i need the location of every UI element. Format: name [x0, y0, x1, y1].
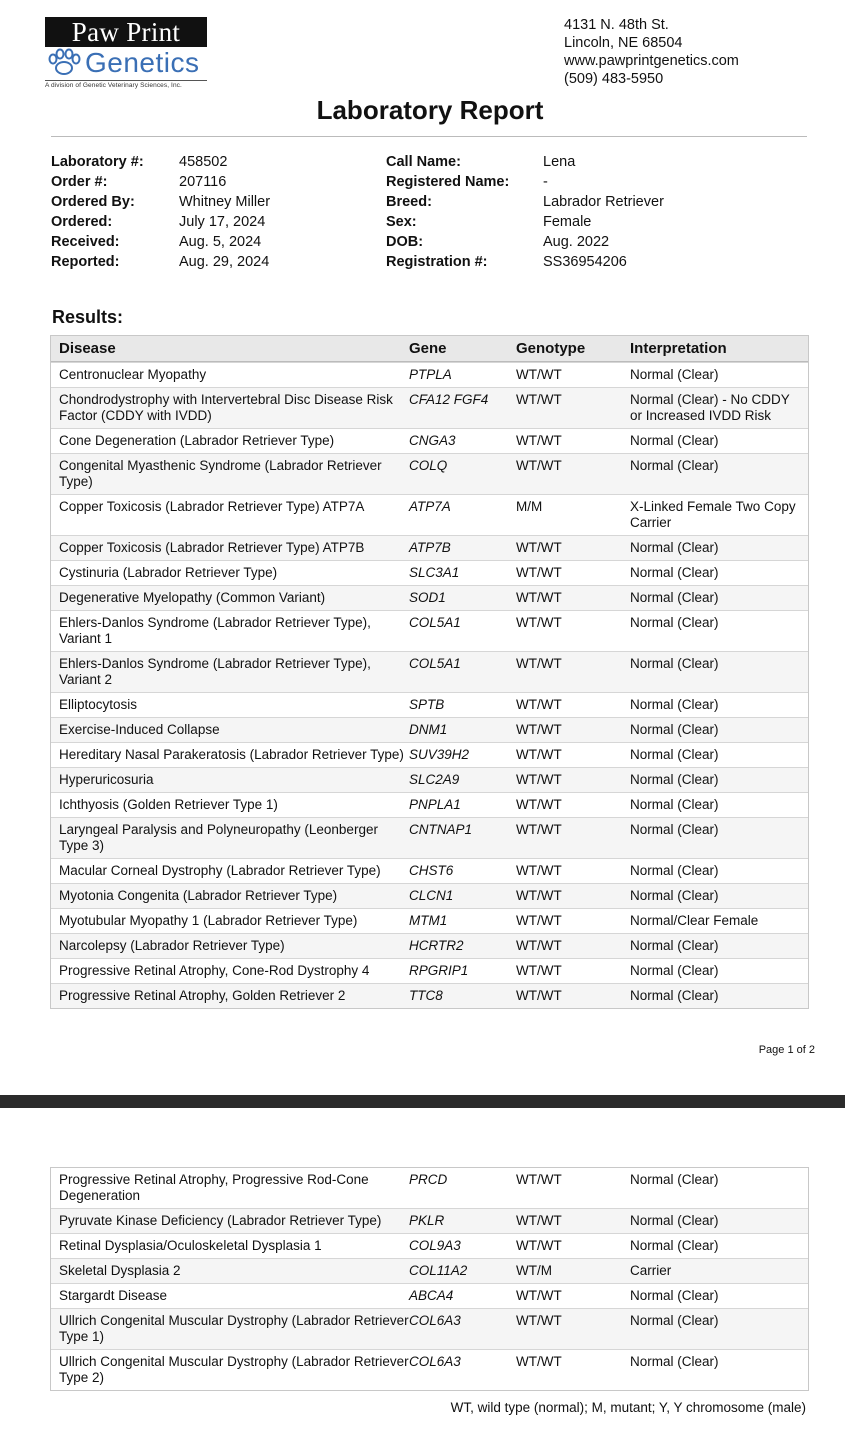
table-row: [51, 494, 808, 535]
gene-cell: COL5A1: [409, 615, 461, 630]
info-label: Ordered By:: [51, 194, 135, 210]
info-label: Sex:: [386, 214, 417, 230]
disease-cell: Hereditary Nasal Parakeratosis (Labrador Retriever Type): [59, 747, 404, 762]
gene-cell: CFA12 FGF4: [409, 392, 489, 407]
info-label: Ordered:: [51, 214, 113, 230]
address-phone: (509) 483-5950: [564, 71, 664, 87]
genotype-cell: WT/WT: [516, 988, 562, 1003]
info-row: [386, 212, 664, 232]
genotype-cell: WT/WT: [516, 433, 562, 448]
interpretation-cell: Normal (Clear): [630, 458, 719, 473]
gene-cell: COL9A3: [409, 1238, 461, 1253]
genotype-cell: WT/WT: [516, 963, 562, 978]
disease-cell: Myotubular Myopathy 1 (Labrador Retriever Type): [59, 913, 358, 928]
info-row: [51, 252, 270, 272]
interpretation-cell: Normal/Clear Female: [630, 913, 759, 928]
address-website: www.pawprintgenetics.com: [564, 53, 739, 69]
gene-cell: PTPLA: [409, 367, 452, 382]
table-row: [51, 1208, 808, 1233]
interpretation-cell: Normal (Clear): [630, 747, 719, 762]
interpretation-cell: Normal (Clear): [630, 1238, 719, 1253]
info-label: Registration #:: [386, 254, 488, 270]
info-label: Breed:: [386, 194, 432, 210]
address-city: Lincoln, NE 68504: [564, 35, 683, 51]
gene-cell: SOD1: [409, 590, 446, 605]
info-value: 207116: [179, 174, 227, 190]
disease-cell: Hyperuricosuria: [59, 772, 154, 787]
header-interpretation: Interpretation: [630, 340, 727, 357]
info-row: [51, 212, 270, 232]
info-row: [51, 192, 270, 212]
gene-cell: SLC3A1: [409, 565, 460, 580]
info-label: DOB:: [386, 234, 424, 250]
info-value: Lena: [543, 154, 576, 170]
disease-cell: Retinal Dysplasia/Oculoskeletal Dysplasia 1: [59, 1238, 322, 1253]
disease-cell: Elliptocytosis: [59, 697, 138, 712]
results-table-page-2: [50, 1167, 809, 1391]
genotype-cell: WT/WT: [516, 1354, 562, 1369]
results-heading: Results:: [52, 307, 124, 327]
genotype-cell: WT/WT: [516, 772, 562, 787]
disease-cell: Copper Toxicosis (Labrador Retriever Type) ATP7B: [59, 540, 365, 555]
table-row: [51, 1233, 808, 1258]
interpretation-cell: Normal (Clear): [630, 615, 719, 630]
genotype-cell: WT/WT: [516, 540, 562, 555]
info-value: -: [543, 174, 548, 190]
table-row: [51, 362, 808, 387]
table-row: [51, 958, 808, 983]
interpretation-cell: Normal (Clear): [630, 772, 719, 787]
table-row: [51, 560, 808, 585]
info-row: [386, 192, 664, 212]
interpretation-cell: Normal (Clear): [630, 1172, 719, 1187]
disease-cell: Laryngeal Paralysis and Polyneuropathy (Leonberger Type 3): [59, 822, 378, 853]
paw-print-icon: [45, 48, 83, 78]
disease-cell: Degenerative Myelopathy (Common Variant): [59, 590, 326, 605]
gene-cell: ATP7A: [409, 499, 451, 514]
gene-cell: TTC8: [409, 988, 443, 1003]
table-row: [51, 883, 808, 908]
interpretation-cell: Normal (Clear): [630, 722, 719, 737]
interpretation-cell: Normal (Clear): [630, 938, 719, 953]
table-header-row: [51, 336, 808, 362]
gene-cell: COL6A3: [409, 1354, 461, 1369]
table-row: [51, 1349, 808, 1390]
paw-print-genetics-logo: [45, 17, 207, 89]
disease-cell: Chondrodystrophy with Intervertebral Disc Disease Risk Factor (CDDY with IVDD): [59, 392, 393, 423]
info-row: [386, 232, 664, 252]
interpretation-cell: Carrier: [630, 1263, 672, 1278]
genotype-cell: WT/WT: [516, 590, 562, 605]
disease-cell: Stargardt Disease: [59, 1288, 168, 1303]
info-label: Call Name:: [386, 154, 461, 170]
order-info: [51, 152, 270, 272]
disease-cell: Ehlers-Danlos Syndrome (Labrador Retriever Type), Variant 2: [59, 656, 371, 687]
interpretation-cell: Normal (Clear): [630, 888, 719, 903]
disease-cell: Centronuclear Myopathy: [59, 367, 207, 382]
lab-address: [564, 16, 739, 88]
gene-cell: ATP7B: [409, 540, 451, 555]
table-row: [51, 742, 808, 767]
info-row: [51, 172, 270, 192]
table-row: [51, 428, 808, 453]
gene-cell: SUV39H2: [409, 747, 470, 762]
disease-cell: Macular Corneal Dystrophy (Labrador Retriever Type): [59, 863, 381, 878]
interpretation-cell: Normal (Clear): [630, 433, 719, 448]
header-genotype: Genotype: [516, 340, 586, 357]
info-row: [51, 152, 270, 172]
table-row: [51, 1168, 808, 1208]
table-row: [51, 717, 808, 742]
interpretation-cell: Normal (Clear): [630, 540, 719, 555]
table-row: [51, 767, 808, 792]
interpretation-cell: Normal (Clear): [630, 822, 719, 837]
info-label: Laboratory #:: [51, 154, 144, 170]
info-value: Labrador Retriever: [543, 194, 664, 210]
interpretation-cell: Normal (Clear): [630, 988, 719, 1003]
info-value: Aug. 5, 2024: [179, 234, 262, 250]
table-row: [51, 817, 808, 858]
gene-cell: DNM1: [409, 722, 448, 737]
table-row: [51, 535, 808, 560]
disease-cell: Copper Toxicosis (Labrador Retriever Type) ATP7A: [59, 499, 365, 514]
table-row: [51, 1308, 808, 1349]
disease-cell: Narcolepsy (Labrador Retriever Type): [59, 938, 285, 953]
genotype-cell: WT/WT: [516, 367, 562, 382]
gene-cell: RPGRIP1: [409, 963, 469, 978]
genotype-cell: WT/WT: [516, 1172, 562, 1187]
genotype-cell: WT/M: [516, 1263, 552, 1278]
table-row: [51, 858, 808, 883]
genotype-cell: WT/WT: [516, 1238, 562, 1253]
info-value: July 17, 2024: [179, 214, 266, 230]
interpretation-cell: Normal (Clear): [630, 697, 719, 712]
table-row: [51, 933, 808, 958]
disease-cell: Progressive Retinal Atrophy, Golden Retriever 2: [59, 988, 346, 1003]
gene-cell: MTM1: [409, 913, 448, 928]
header-disease: Disease: [59, 340, 116, 357]
page-separator: [0, 1095, 845, 1108]
gene-cell: COL6A3: [409, 1313, 461, 1328]
table-row: [51, 983, 808, 1008]
interpretation-cell: Normal (Clear) - No CDDY or Increased IVDD Risk: [630, 392, 790, 423]
info-value: Female: [543, 214, 592, 230]
info-value: 458502: [179, 154, 228, 170]
gene-cell: PKLR: [409, 1213, 445, 1228]
interpretation-cell: Normal (Clear): [630, 1288, 719, 1303]
interpretation-cell: Normal (Clear): [630, 656, 719, 671]
table-row: [51, 1258, 808, 1283]
logo-line2: Genetics: [85, 47, 200, 78]
header-gene: Gene: [409, 340, 447, 357]
genotype-cell: WT/WT: [516, 1288, 562, 1303]
gene-cell: CHST6: [409, 863, 454, 878]
genotype-cell: WT/WT: [516, 1313, 562, 1328]
disease-cell: Cystinuria (Labrador Retriever Type): [59, 565, 278, 580]
genotype-cell: WT/WT: [516, 863, 562, 878]
info-value: SS36954206: [543, 254, 627, 270]
table-row: [51, 585, 808, 610]
gene-cell: COL5A1: [409, 656, 461, 671]
interpretation-cell: Normal (Clear): [630, 797, 719, 812]
genotype-cell: WT/WT: [516, 722, 562, 737]
genotype-cell: WT/WT: [516, 888, 562, 903]
table-row: [51, 610, 808, 651]
interpretation-cell: Normal (Clear): [630, 1313, 719, 1328]
gene-cell: CNGA3: [409, 433, 456, 448]
table-row: [51, 453, 808, 494]
table-row: [51, 651, 808, 692]
gene-cell: COLQ: [409, 458, 448, 473]
report-page-2: [0, 1108, 845, 1432]
genotype-cell: WT/WT: [516, 615, 562, 630]
gene-cell: CNTNAP1: [409, 822, 473, 837]
gene-cell: HCRTR2: [409, 938, 464, 953]
disease-cell: Cone Degeneration (Labrador Retriever Type): [59, 433, 335, 448]
gene-cell: PRCD: [409, 1172, 448, 1187]
gene-cell: PNPLA1: [409, 797, 461, 812]
interpretation-cell: Normal (Clear): [630, 590, 719, 605]
genotype-cell: WT/WT: [516, 392, 562, 407]
genotype-legend: WT, wild type (normal); M, mutant; Y, Y chromosome (male): [450, 1400, 806, 1415]
table-row: [51, 387, 808, 428]
genotype-cell: WT/WT: [516, 458, 562, 473]
interpretation-cell: Normal (Clear): [630, 1213, 719, 1228]
disease-cell: Ehlers-Danlos Syndrome (Labrador Retriever Type), Variant 1: [59, 615, 371, 646]
disease-cell: Exercise-Induced Collapse: [59, 722, 220, 737]
logo-tagline: A division of Genetic Veterinary Sciences, Inc.: [45, 80, 207, 89]
page-number: Page 1 of 2: [758, 1044, 815, 1056]
disease-cell: Ullrich Congenital Muscular Dystrophy (Labrador Retriever Type 2): [59, 1354, 409, 1385]
disease-cell: Ullrich Congenital Muscular Dystrophy (Labrador Retriever Type 1): [59, 1313, 409, 1344]
gene-cell: SPTB: [409, 697, 445, 712]
genotype-cell: WT/WT: [516, 797, 562, 812]
info-label: Registered Name:: [386, 174, 510, 190]
interpretation-cell: Normal (Clear): [630, 565, 719, 580]
disease-cell: Pyruvate Kinase Deficiency (Labrador Retriever Type): [59, 1213, 382, 1228]
gene-cell: CLCN1: [409, 888, 454, 903]
info-label: Received:: [51, 234, 120, 250]
genotype-cell: WT/WT: [516, 747, 562, 762]
genotype-cell: WT/WT: [516, 1213, 562, 1228]
disease-cell: Myotonia Congenita (Labrador Retriever Type): [59, 888, 338, 903]
info-row: [51, 232, 270, 252]
disease-cell: Congenital Myasthenic Syndrome (Labrador Retriever Type): [59, 458, 382, 489]
logo-line1: Paw Print: [45, 17, 207, 47]
gene-cell: SLC2A9: [409, 772, 460, 787]
gene-cell: ABCA4: [409, 1288, 454, 1303]
dog-info: [386, 152, 664, 272]
info-value: Whitney Miller: [179, 194, 271, 210]
disease-cell: Progressive Retinal Atrophy, Progressive Rod-Cone Degeneration: [59, 1172, 369, 1203]
address-street: 4131 N. 48th St.: [564, 17, 669, 33]
info-label: Order #:: [51, 174, 108, 190]
interpretation-cell: Normal (Clear): [630, 367, 719, 382]
genotype-cell: WT/WT: [516, 913, 562, 928]
table-row: [51, 792, 808, 817]
genotype-cell: WT/WT: [516, 565, 562, 580]
report-title: Laboratory Report: [316, 95, 544, 125]
info-value: Aug. 2022: [543, 234, 610, 250]
table-row: [51, 908, 808, 933]
info-value: Aug. 29, 2024: [179, 254, 270, 270]
gene-cell: COL11A2: [409, 1263, 468, 1278]
header-divider: [51, 136, 807, 137]
table-row: [51, 1283, 808, 1308]
interpretation-cell: Normal (Clear): [630, 863, 719, 878]
info-row: [386, 252, 664, 272]
disease-cell: Ichthyosis (Golden Retriever Type 1): [59, 797, 278, 812]
genotype-cell: WT/WT: [516, 656, 562, 671]
interpretation-cell: X-Linked Female Two Copy Carrier: [630, 499, 796, 530]
info-label: Reported:: [51, 254, 120, 270]
genotype-cell: WT/WT: [516, 822, 562, 837]
interpretation-cell: Normal (Clear): [630, 1354, 719, 1369]
disease-cell: Skeletal Dysplasia 2: [59, 1263, 181, 1278]
table-row: [51, 692, 808, 717]
interpretation-cell: Normal (Clear): [630, 963, 719, 978]
results-table-page-1: [50, 335, 809, 1009]
disease-cell: Progressive Retinal Atrophy, Cone-Rod Dystrophy 4: [59, 963, 370, 978]
genotype-cell: M/M: [516, 499, 543, 514]
genotype-cell: WT/WT: [516, 938, 562, 953]
info-row: [386, 152, 664, 172]
info-row: [386, 172, 664, 192]
genotype-cell: WT/WT: [516, 697, 562, 712]
